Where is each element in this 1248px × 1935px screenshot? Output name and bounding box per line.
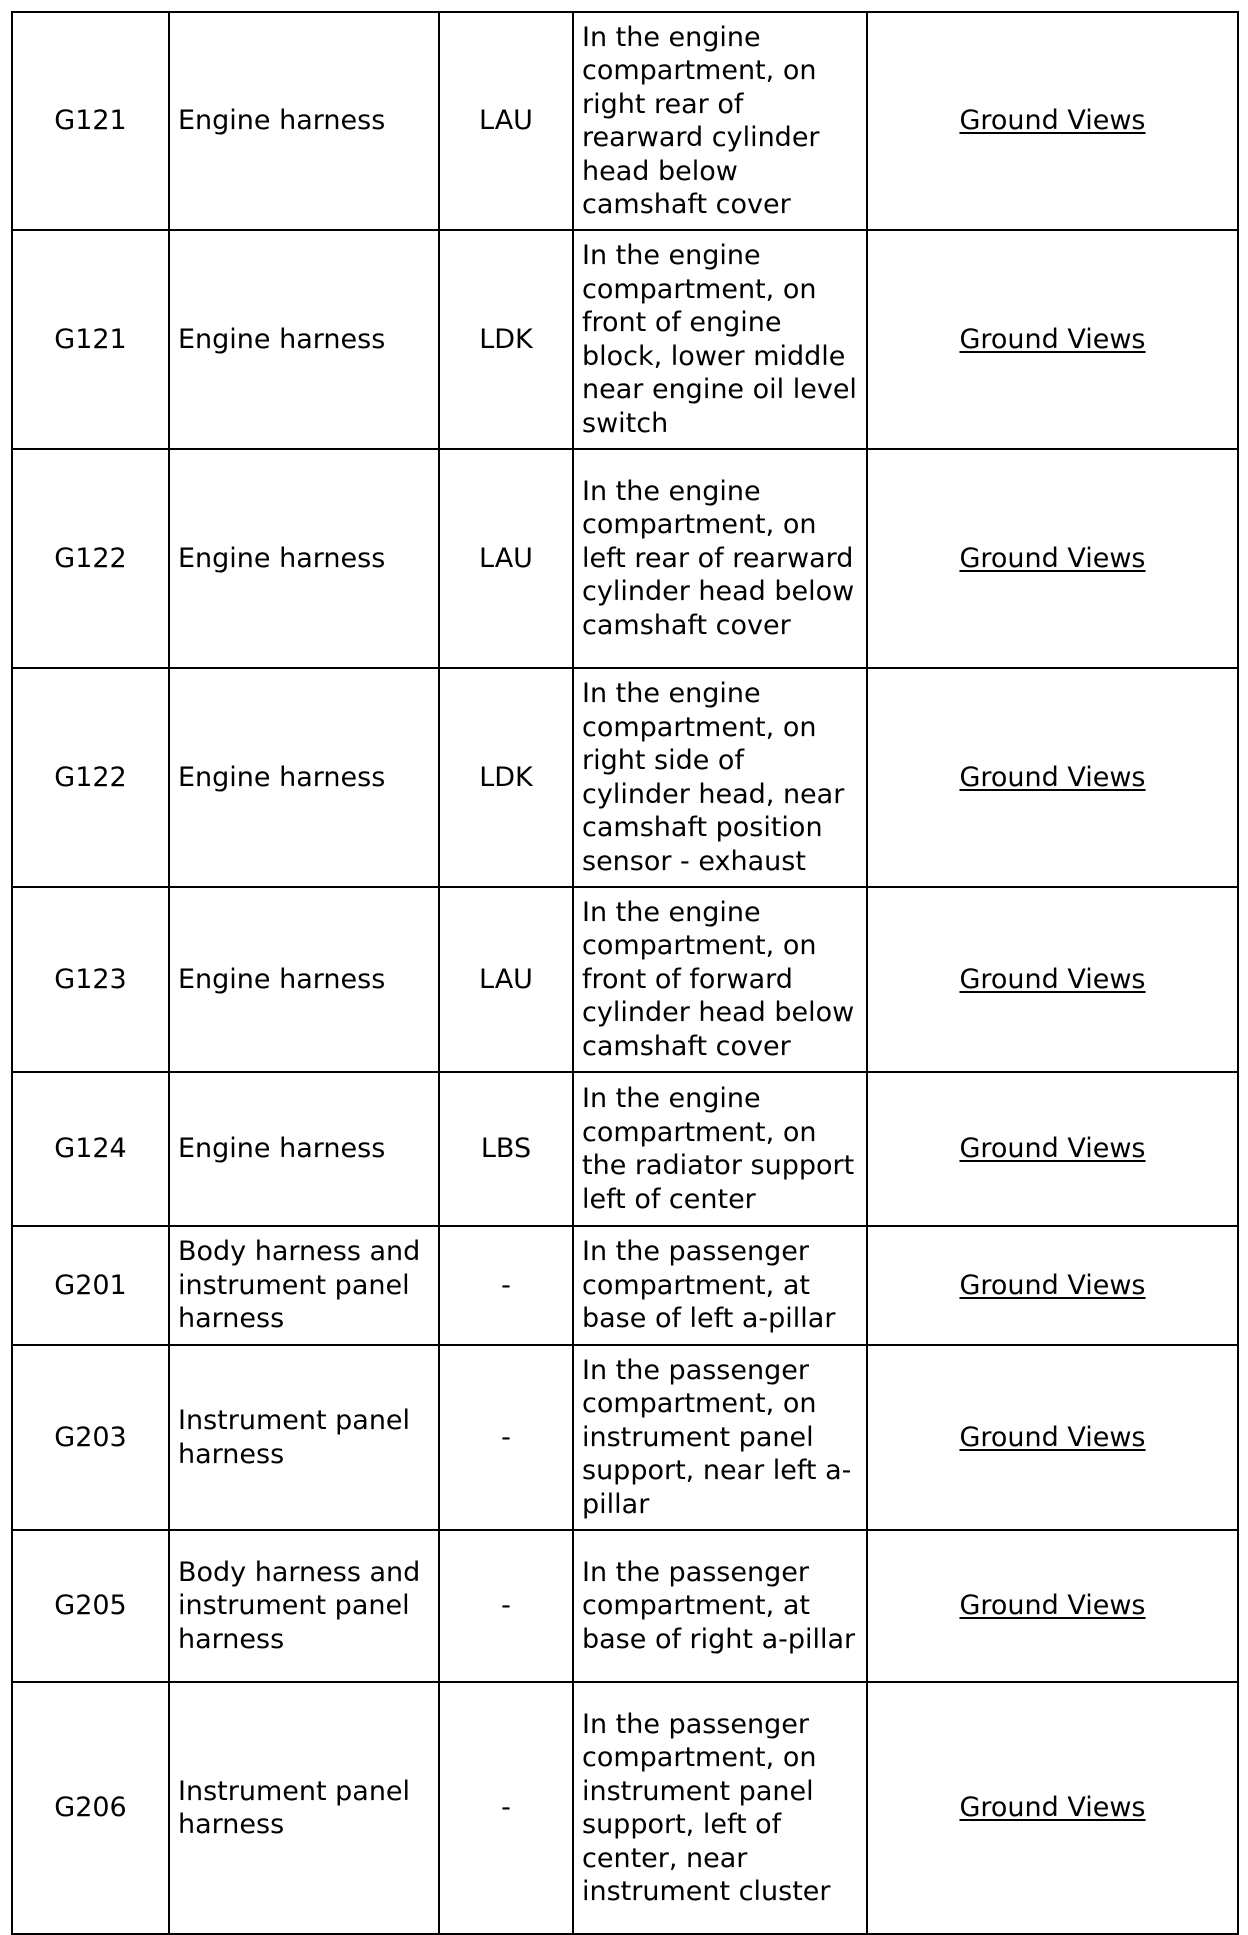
table-row [12, 887, 1238, 1072]
ground-views-cell [867, 1072, 1238, 1226]
option-code: LAU [439, 12, 573, 230]
ground-number: G201 [12, 1226, 169, 1345]
location-description: In the engine compartment, on left rear of rearward cylinder head below camshaft cover [573, 449, 867, 668]
harness-name: Engine harness [169, 1072, 439, 1226]
table-row [12, 1345, 1238, 1530]
harness-name: Engine harness [169, 668, 439, 887]
ground-locations-table [11, 11, 1239, 1935]
ground-views-link[interactable]: Ground Views [959, 761, 1146, 793]
harness-name: Engine harness [169, 449, 439, 668]
location-description: In the engine compartment, on front of engine block, lower middle near engine oil level switch [573, 230, 867, 449]
ground-number: G206 [12, 1682, 169, 1934]
option-code: - [439, 1530, 573, 1682]
ground-views-link[interactable]: Ground Views [959, 1269, 1146, 1301]
ground-views-cell [867, 1682, 1238, 1934]
table-row [12, 1682, 1238, 1934]
harness-name: Instrument panel harness [169, 1345, 439, 1530]
ground-number: G121 [12, 230, 169, 449]
harness-name: Instrument panel harness [169, 1682, 439, 1934]
location-description: In the engine compartment, on the radiator support left of center [573, 1072, 867, 1226]
option-code: - [439, 1226, 573, 1345]
ground-number: G122 [12, 668, 169, 887]
ground-number: G123 [12, 887, 169, 1072]
ground-views-cell [867, 230, 1238, 449]
ground-number: G121 [12, 12, 169, 230]
ground-views-cell [867, 887, 1238, 1072]
option-code: LDK [439, 230, 573, 449]
ground-views-cell [867, 668, 1238, 887]
location-description: In the engine compartment, on front of forward cylinder head below camshaft cover [573, 887, 867, 1072]
option-code: LAU [439, 449, 573, 668]
location-description: In the passenger compartment, at base of left a-pillar [573, 1226, 867, 1345]
location-description: In the passenger compartment, on instrument panel support, left of center, near instrument cluster [573, 1682, 867, 1934]
location-description: In the engine compartment, on right side of cylinder head, near camshaft position sensor - exhaust [573, 668, 867, 887]
ground-views-link[interactable]: Ground Views [959, 1133, 1146, 1165]
option-code: - [439, 1345, 573, 1530]
ground-views-cell [867, 1226, 1238, 1345]
ground-views-cell [867, 449, 1238, 668]
ground-views-link[interactable]: Ground Views [959, 105, 1146, 137]
option-code: LBS [439, 1072, 573, 1226]
ground-views-link[interactable]: Ground Views [959, 1590, 1146, 1622]
location-description: In the passenger compartment, on instrument panel support, near left a-pillar [573, 1345, 867, 1530]
location-description: In the engine compartment, on right rear of rearward cylinder head below camshaft cover [573, 12, 867, 230]
ground-views-cell [867, 1345, 1238, 1530]
harness-name: Engine harness [169, 887, 439, 1072]
table-row [12, 449, 1238, 668]
harness-name: Body harness and instrument panel harness [169, 1226, 439, 1345]
table-row [12, 1226, 1238, 1345]
harness-name: Engine harness [169, 230, 439, 449]
ground-number: G205 [12, 1530, 169, 1682]
ground-views-link[interactable]: Ground Views [959, 542, 1146, 574]
table-row [12, 668, 1238, 887]
ground-views-link[interactable]: Ground Views [959, 323, 1146, 355]
table-row [12, 1530, 1238, 1682]
harness-name: Engine harness [169, 12, 439, 230]
ground-number: G122 [12, 449, 169, 668]
option-code: - [439, 1682, 573, 1934]
table-row [12, 1072, 1238, 1226]
table-row [12, 230, 1238, 449]
ground-views-link[interactable]: Ground Views [959, 963, 1146, 995]
location-description: In the passenger compartment, at base of right a-pillar [573, 1530, 867, 1682]
ground-views-cell [867, 1530, 1238, 1682]
table-row [12, 12, 1238, 230]
ground-views-cell [867, 12, 1238, 230]
option-code: LAU [439, 887, 573, 1072]
ground-number: G124 [12, 1072, 169, 1226]
ground-views-link[interactable]: Ground Views [959, 1421, 1146, 1453]
harness-name: Body harness and instrument panel harness [169, 1530, 439, 1682]
ground-views-link[interactable]: Ground Views [959, 1792, 1146, 1824]
option-code: LDK [439, 668, 573, 887]
ground-number: G203 [12, 1345, 169, 1530]
